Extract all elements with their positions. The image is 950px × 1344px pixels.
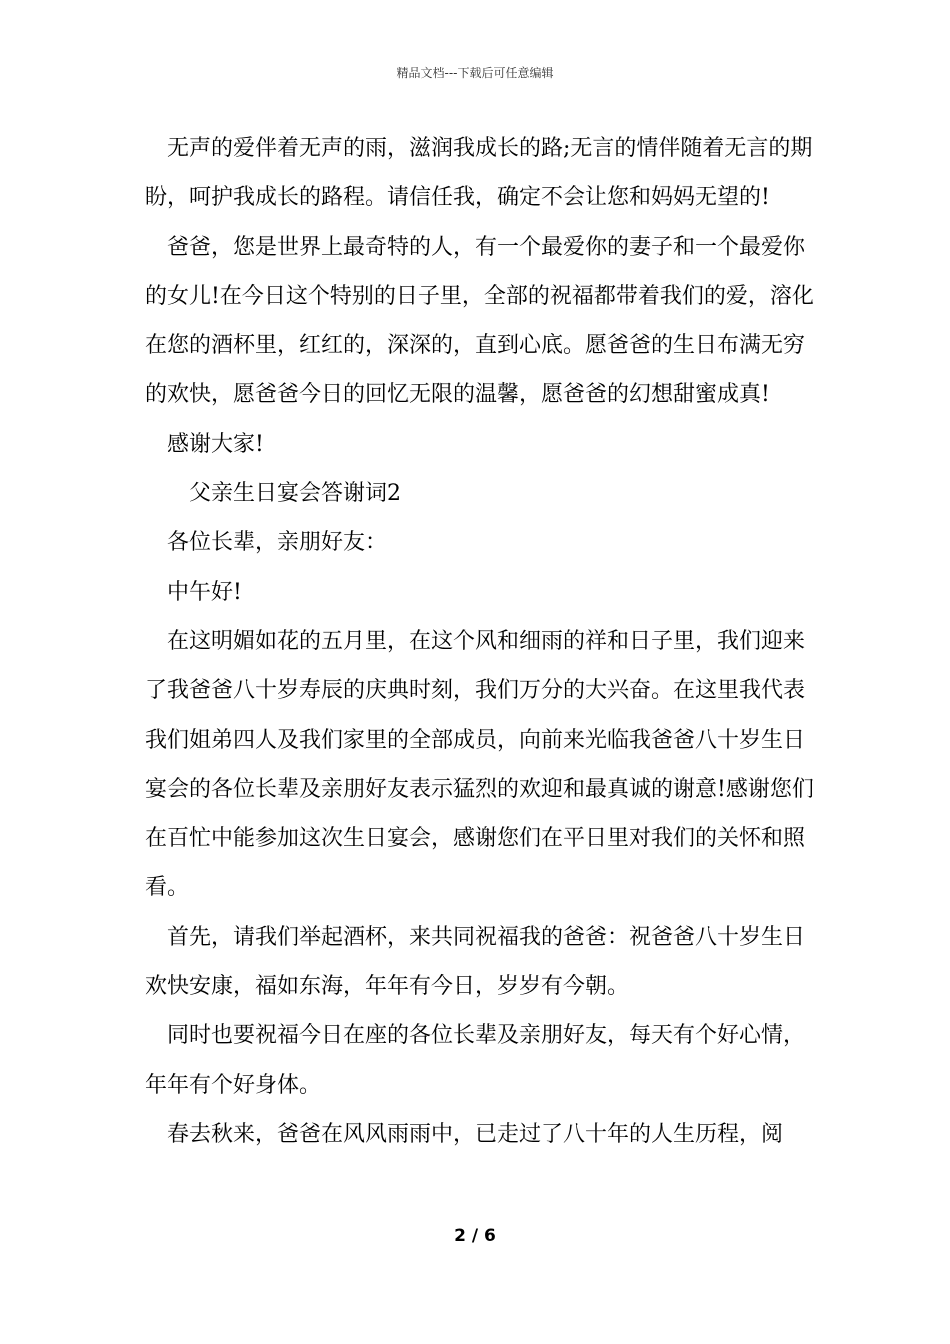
paragraph: 无声的爱伴着无声的雨，滋润我成长的路;无言的情伴随着无言的期盼，呵护我成长的路程。请信任我，确定不会让您和妈妈无望的! (145, 136, 813, 211)
paragraph: 同时也要祝福今日在座的各位长辈及亲朋好友，每天有个好心情，年年有个好身体。 (145, 1023, 806, 1098)
paragraph: 首先，请我们举起酒杯，来共同祝福我的爸爸：祝爸爸八十岁生日欢快安康，福如东海，年年有今日，岁岁有今朝。 (145, 924, 806, 1000)
document-body (145, 124, 825, 1159)
paragraph: 各位长辈，亲朋好友： (167, 530, 388, 556)
paragraph: 感谢大家! (167, 431, 264, 457)
page-header: 精品文档---下载后可任意编辑 (396, 66, 554, 80)
paragraph: 爸爸，您是世界上最奇特的人，有一个最爱你的妻子和一个最爱你的女儿!在今日这个特别的日子里，全部的祝福都带着我们的爱，溶化在您的酒杯里，红红的，深深的，直到心底。愿爸爸的生日布满无穷的欢快，愿爸爸今日的回忆无限的温馨，愿爸爸的幻想甜蜜成真! (145, 234, 814, 408)
paragraph: 中午好! (167, 579, 242, 605)
section-title: 父亲生日宴会答谢词2 (189, 481, 401, 507)
page-number: 2 / 6 (454, 1226, 496, 1246)
paragraph: 在这明媚如花的五月里，在这个风和细雨的祥和日子里，我们迎来了我爸爸八十岁寿辰的庆典时刻，我们万分的大兴奋。在这里我代表我们姐弟四人及我们家里的全部成员，向前来光临我爸爸八十岁生日宴会的各位长辈及亲朋好友表示猛烈的欢迎和最真诚的谢意!感谢您们在百忙中能参加这次生日宴会，感谢您们在平日里对我们的关怀和照看。 (145, 628, 814, 901)
paragraph: 春去秋来，爸爸在风风雨雨中，已走过了八十年的人生历程，阅 (167, 1121, 784, 1147)
